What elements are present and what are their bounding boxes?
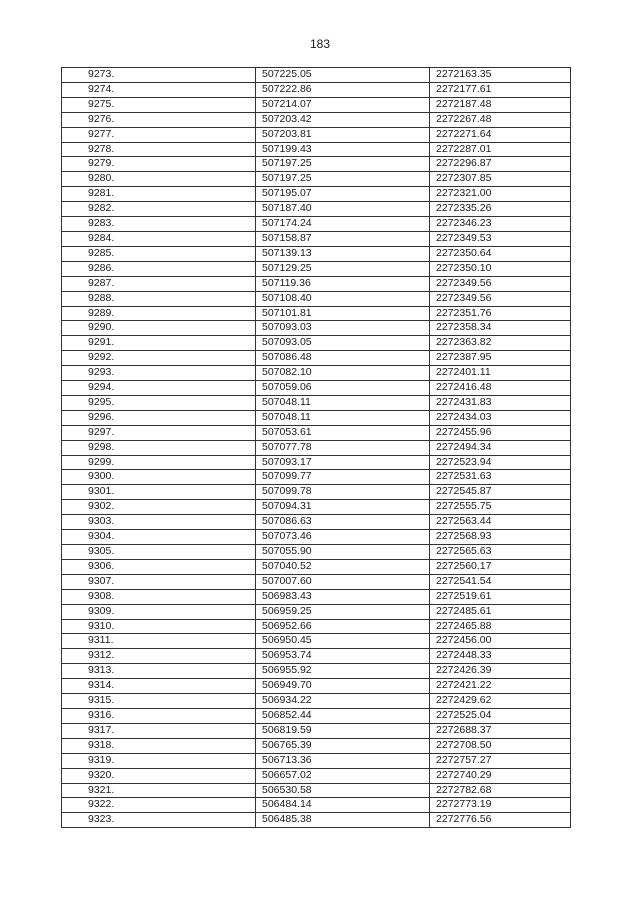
point-number-cell: 9291.	[62, 336, 256, 351]
y-coordinate-cell: 2272485.61	[430, 604, 571, 619]
y-coordinate-cell: 2272346.23	[430, 217, 571, 232]
point-number-cell: 9292.	[62, 351, 256, 366]
point-number-cell: 9306.	[62, 559, 256, 574]
table-row	[62, 440, 571, 455]
point-number-cell: 9304.	[62, 530, 256, 545]
y-coordinate-cell: 2272351.76	[430, 306, 571, 321]
table-row	[62, 813, 571, 828]
x-coordinate-cell: 507040.52	[256, 559, 430, 574]
x-coordinate-cell: 507073.46	[256, 530, 430, 545]
x-coordinate-cell: 507093.05	[256, 336, 430, 351]
point-number-cell: 9317.	[62, 723, 256, 738]
table-row	[62, 231, 571, 246]
x-coordinate-cell: 506657.02	[256, 768, 430, 783]
table-row	[62, 619, 571, 634]
x-coordinate-cell: 507197.25	[256, 172, 430, 187]
y-coordinate-cell: 2272563.44	[430, 515, 571, 530]
x-coordinate-cell: 507055.90	[256, 545, 430, 560]
table-row	[62, 261, 571, 276]
point-number-cell: 9289.	[62, 306, 256, 321]
table-row	[62, 395, 571, 410]
x-coordinate-cell: 506949.70	[256, 679, 430, 694]
y-coordinate-cell: 2272776.56	[430, 813, 571, 828]
x-coordinate-cell: 507048.11	[256, 395, 430, 410]
table-row	[62, 708, 571, 723]
point-number-cell: 9321.	[62, 783, 256, 798]
point-number-cell: 9274.	[62, 82, 256, 97]
y-coordinate-cell: 2272448.33	[430, 649, 571, 664]
point-number-cell: 9307.	[62, 574, 256, 589]
y-coordinate-cell: 2272296.87	[430, 157, 571, 172]
point-number-cell: 9290.	[62, 321, 256, 336]
x-coordinate-cell: 506852.44	[256, 708, 430, 723]
y-coordinate-cell: 2272541.54	[430, 574, 571, 589]
point-number-cell: 9273.	[62, 68, 256, 83]
point-number-cell: 9319.	[62, 753, 256, 768]
y-coordinate-cell: 2272531.63	[430, 470, 571, 485]
y-coordinate-cell: 2272287.01	[430, 142, 571, 157]
x-coordinate-cell: 507197.25	[256, 157, 430, 172]
point-number-cell: 9302.	[62, 500, 256, 515]
table-row	[62, 187, 571, 202]
x-coordinate-cell: 507187.40	[256, 202, 430, 217]
table-row	[62, 694, 571, 709]
table-row	[62, 306, 571, 321]
y-coordinate-cell: 2272740.29	[430, 768, 571, 783]
x-coordinate-cell: 507059.06	[256, 381, 430, 396]
point-number-cell: 9285.	[62, 246, 256, 261]
table-row	[62, 530, 571, 545]
y-coordinate-cell: 2272177.61	[430, 82, 571, 97]
table-row	[62, 172, 571, 187]
point-number-cell: 9308.	[62, 589, 256, 604]
y-coordinate-cell: 2272555.75	[430, 500, 571, 515]
point-number-cell: 9276.	[62, 112, 256, 127]
y-coordinate-cell: 2272363.82	[430, 336, 571, 351]
x-coordinate-cell: 507129.25	[256, 261, 430, 276]
x-coordinate-cell: 507119.36	[256, 276, 430, 291]
point-number-cell: 9293.	[62, 366, 256, 381]
y-coordinate-cell: 2272456.00	[430, 634, 571, 649]
table-row	[62, 157, 571, 172]
x-coordinate-cell: 507214.07	[256, 97, 430, 112]
y-coordinate-cell: 2272565.63	[430, 545, 571, 560]
x-coordinate-cell: 507199.43	[256, 142, 430, 157]
x-coordinate-cell: 507158.87	[256, 231, 430, 246]
x-coordinate-cell: 506765.39	[256, 738, 430, 753]
y-coordinate-cell: 2272782.68	[430, 783, 571, 798]
x-coordinate-cell: 507007.60	[256, 574, 430, 589]
table-row	[62, 470, 571, 485]
x-coordinate-cell: 507099.77	[256, 470, 430, 485]
x-coordinate-cell: 507101.81	[256, 306, 430, 321]
point-number-cell: 9281.	[62, 187, 256, 202]
table-row	[62, 425, 571, 440]
x-coordinate-cell: 506485.38	[256, 813, 430, 828]
x-coordinate-cell: 507099.78	[256, 485, 430, 500]
x-coordinate-cell: 506955.92	[256, 664, 430, 679]
point-number-cell: 9323.	[62, 813, 256, 828]
point-number-cell: 9309.	[62, 604, 256, 619]
point-number-cell: 9322.	[62, 798, 256, 813]
x-coordinate-cell: 506530.58	[256, 783, 430, 798]
y-coordinate-cell: 2272349.56	[430, 291, 571, 306]
point-number-cell: 9315.	[62, 694, 256, 709]
point-number-cell: 9283.	[62, 217, 256, 232]
y-coordinate-cell: 2272349.53	[430, 231, 571, 246]
y-coordinate-cell: 2272350.64	[430, 246, 571, 261]
x-coordinate-cell: 506959.25	[256, 604, 430, 619]
table-row	[62, 217, 571, 232]
y-coordinate-cell: 2272350.10	[430, 261, 571, 276]
table-row	[62, 723, 571, 738]
point-number-cell: 9284.	[62, 231, 256, 246]
point-number-cell: 9282.	[62, 202, 256, 217]
point-number-cell: 9279.	[62, 157, 256, 172]
coordinates-table-body	[62, 68, 571, 828]
x-coordinate-cell: 507093.17	[256, 455, 430, 470]
table-row	[62, 545, 571, 560]
table-row	[62, 68, 571, 83]
table-row	[62, 589, 571, 604]
point-number-cell: 9296.	[62, 410, 256, 425]
y-coordinate-cell: 2272688.37	[430, 723, 571, 738]
table-row	[62, 97, 571, 112]
x-coordinate-cell: 507174.24	[256, 217, 430, 232]
point-number-cell: 9287.	[62, 276, 256, 291]
y-coordinate-cell: 2272545.87	[430, 485, 571, 500]
x-coordinate-cell: 507093.03	[256, 321, 430, 336]
point-number-cell: 9310.	[62, 619, 256, 634]
point-number-cell: 9300.	[62, 470, 256, 485]
x-coordinate-cell: 507108.40	[256, 291, 430, 306]
table-row	[62, 276, 571, 291]
point-number-cell: 9299.	[62, 455, 256, 470]
point-number-cell: 9313.	[62, 664, 256, 679]
table-row	[62, 351, 571, 366]
point-number-cell: 9311.	[62, 634, 256, 649]
point-number-cell: 9298.	[62, 440, 256, 455]
x-coordinate-cell: 507139.13	[256, 246, 430, 261]
table-row	[62, 455, 571, 470]
table-row	[62, 634, 571, 649]
y-coordinate-cell: 2272401.11	[430, 366, 571, 381]
y-coordinate-cell: 2272455.96	[430, 425, 571, 440]
point-number-cell: 9301.	[62, 485, 256, 500]
y-coordinate-cell: 2272358.34	[430, 321, 571, 336]
y-coordinate-cell: 2272426.39	[430, 664, 571, 679]
point-number-cell: 9275.	[62, 97, 256, 112]
y-coordinate-cell: 2272568.93	[430, 530, 571, 545]
point-number-cell: 9303.	[62, 515, 256, 530]
y-coordinate-cell: 2272321.00	[430, 187, 571, 202]
table-row	[62, 783, 571, 798]
y-coordinate-cell: 2272523.94	[430, 455, 571, 470]
point-number-cell: 9277.	[62, 127, 256, 142]
y-coordinate-cell: 2272519.61	[430, 589, 571, 604]
x-coordinate-cell: 507094.31	[256, 500, 430, 515]
x-coordinate-cell: 507048.11	[256, 410, 430, 425]
table-row	[62, 738, 571, 753]
table-row	[62, 246, 571, 261]
table-row	[62, 291, 571, 306]
point-number-cell: 9320.	[62, 768, 256, 783]
coordinates-table	[61, 67, 571, 828]
point-number-cell: 9316.	[62, 708, 256, 723]
y-coordinate-cell: 2272560.17	[430, 559, 571, 574]
table-row	[62, 127, 571, 142]
table-row	[62, 485, 571, 500]
point-number-cell: 9295.	[62, 395, 256, 410]
table-row	[62, 604, 571, 619]
table-row	[62, 574, 571, 589]
table-row	[62, 202, 571, 217]
point-number-cell: 9318.	[62, 738, 256, 753]
page-number: 183	[309, 37, 331, 51]
table-row	[62, 768, 571, 783]
table-row	[62, 798, 571, 813]
table-row	[62, 515, 571, 530]
table-row	[62, 112, 571, 127]
table-row	[62, 142, 571, 157]
y-coordinate-cell: 2272335.26	[430, 202, 571, 217]
table-row	[62, 559, 571, 574]
point-number-cell: 9294.	[62, 381, 256, 396]
y-coordinate-cell: 2272387.95	[430, 351, 571, 366]
y-coordinate-cell: 2272349.56	[430, 276, 571, 291]
y-coordinate-cell: 2272187.48	[430, 97, 571, 112]
point-number-cell: 9288.	[62, 291, 256, 306]
y-coordinate-cell: 2272434.03	[430, 410, 571, 425]
x-coordinate-cell: 506950.45	[256, 634, 430, 649]
x-coordinate-cell: 506819.59	[256, 723, 430, 738]
point-number-cell: 9286.	[62, 261, 256, 276]
y-coordinate-cell: 2272271.64	[430, 127, 571, 142]
point-number-cell: 9312.	[62, 649, 256, 664]
x-coordinate-cell: 507053.61	[256, 425, 430, 440]
table-row	[62, 679, 571, 694]
y-coordinate-cell: 2272465.88	[430, 619, 571, 634]
x-coordinate-cell: 506713.36	[256, 753, 430, 768]
table-row	[62, 321, 571, 336]
x-coordinate-cell: 507082.10	[256, 366, 430, 381]
x-coordinate-cell: 507222.86	[256, 82, 430, 97]
table-row	[62, 500, 571, 515]
x-coordinate-cell: 507203.81	[256, 127, 430, 142]
table-row	[62, 366, 571, 381]
x-coordinate-cell: 506983.43	[256, 589, 430, 604]
x-coordinate-cell: 506484.14	[256, 798, 430, 813]
x-coordinate-cell: 507086.48	[256, 351, 430, 366]
y-coordinate-cell: 2272163.35	[430, 68, 571, 83]
table-row	[62, 649, 571, 664]
y-coordinate-cell: 2272431.83	[430, 395, 571, 410]
x-coordinate-cell: 506953.74	[256, 649, 430, 664]
y-coordinate-cell: 2272267.48	[430, 112, 571, 127]
y-coordinate-cell: 2272708.50	[430, 738, 571, 753]
table-row	[62, 664, 571, 679]
point-number-cell: 9278.	[62, 142, 256, 157]
x-coordinate-cell: 507225.05	[256, 68, 430, 83]
point-number-cell: 9297.	[62, 425, 256, 440]
y-coordinate-cell: 2272416.48	[430, 381, 571, 396]
table-row	[62, 381, 571, 396]
table-row	[62, 336, 571, 351]
y-coordinate-cell: 2272757.27	[430, 753, 571, 768]
x-coordinate-cell: 506934.22	[256, 694, 430, 709]
y-coordinate-cell: 2272773.19	[430, 798, 571, 813]
y-coordinate-cell: 2272494.34	[430, 440, 571, 455]
y-coordinate-cell: 2272421.22	[430, 679, 571, 694]
y-coordinate-cell: 2272429.62	[430, 694, 571, 709]
table-row	[62, 753, 571, 768]
x-coordinate-cell: 506952.66	[256, 619, 430, 634]
y-coordinate-cell: 2272525.04	[430, 708, 571, 723]
table-row	[62, 82, 571, 97]
point-number-cell: 9280.	[62, 172, 256, 187]
x-coordinate-cell: 507086.63	[256, 515, 430, 530]
point-number-cell: 9314.	[62, 679, 256, 694]
x-coordinate-cell: 507077.78	[256, 440, 430, 455]
point-number-cell: 9305.	[62, 545, 256, 560]
x-coordinate-cell: 507195.07	[256, 187, 430, 202]
y-coordinate-cell: 2272307.85	[430, 172, 571, 187]
table-row	[62, 410, 571, 425]
x-coordinate-cell: 507203.42	[256, 112, 430, 127]
